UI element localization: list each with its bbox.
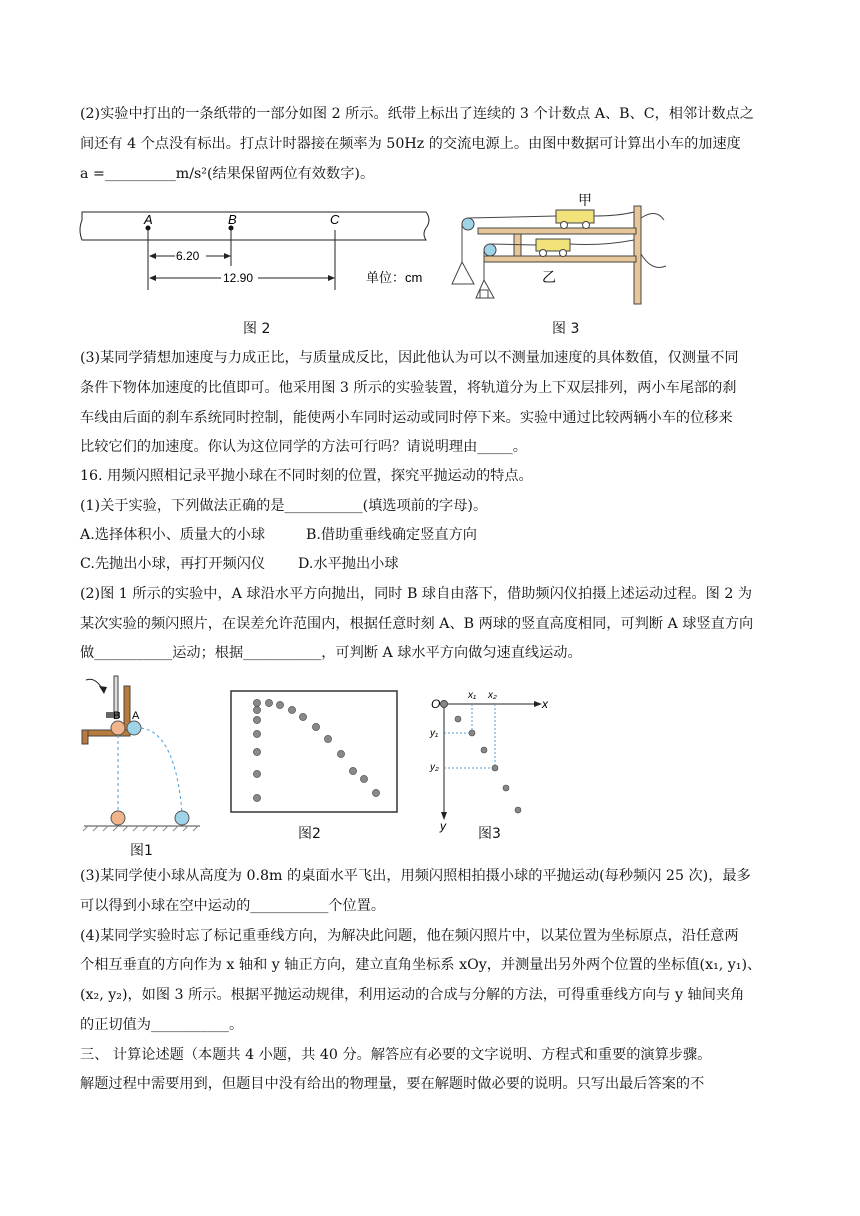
q16-part1: (1)关于实验，下列做法正确的是___________(填选项前的字母)。 — [80, 498, 488, 514]
q15-part3-line2: 条件下物体加速度的比值即可。他采用图 3 所示的实验装置，将轨道分为上下双层排列，两小车尾部的刹 — [80, 380, 737, 396]
strobe-photo-figure — [230, 690, 400, 814]
q15-part3-line4: 比较它们的加速度。你认为这位同学的方法可行吗？请说明理由_____。 — [80, 439, 527, 455]
q15-part3-line1: (3)某同学猜想加速度与力成正比，与质量成反比，因此他认为可以不测量加速度的具体数值，仅测量不同 — [80, 350, 739, 366]
y1-label: y₁ — [430, 728, 439, 739]
q16-part3-line1: (3)某同学使小球从高度为 0.8m 的桌面水平飞出，用频闪照相拍摄小球的平抛运动(每秒频闪 25 次)，最多 — [80, 868, 751, 884]
x-axis-label: x — [542, 697, 548, 711]
section3-line2: 解题过程中需要用到，但题目中没有给出的物理量，要在解题时做必要的说明。只写出最后答案的不 — [80, 1076, 705, 1092]
q15-part2-line1: (2)实验中打出的一条纸带的一部分如图 2 所示。纸带上标出了连续的 3 个计数点 A、B、C，相邻计数点之 — [80, 106, 754, 122]
tape-diagram — [78, 200, 438, 300]
y2-label: y₂ — [430, 762, 439, 773]
q16-part4-line1: (4)某同学实验时忘了标记重垂线方向，为解决此问题，他在频闪照片中，以某位置为坐标原点，沿任意两 — [80, 928, 739, 944]
dist-ac-label: 12.90 — [223, 271, 254, 285]
projectile-apparatus-figure — [80, 672, 205, 832]
x2-label: x₂ — [488, 690, 497, 701]
fig3-caption: 图3 — [478, 826, 501, 842]
section3-heading: 三、 计算论述题（本题共 4 小题，共 40 分。解答应有必要的文字说明、方程式和重要的演算步骤。 — [80, 1047, 712, 1063]
two-cart-apparatus — [448, 192, 670, 308]
fig1-caption: 图1 — [130, 843, 153, 859]
origin-label: O — [431, 697, 441, 711]
q15-part2-line3: a =__________m/s²(结果保留两位有效数字)。 — [80, 166, 375, 182]
q16-part4-line3: (x₂, y₂)，如图 3 所示。根据平抛运动规律，利用运动的合成与分解的方法，可得重垂线方向与 y 轴间夹角 — [80, 987, 745, 1003]
unit-label: 单位：cm — [366, 270, 423, 285]
q16-part4-line4: 的正切值为___________。 — [80, 1017, 244, 1033]
q16-part2-line1: (2)图 1 所示的实验中，A 球沿水平方向抛出，同时 B 球自由落下，借助频闪仪拍摄上述运动过程。图 2 为 — [80, 586, 753, 602]
q16-part2-line2: 某次实验的频闪照片，在误差允许范围内，根据任意时刻 A、B 两球的竖直高度相同，可判断 A 球竖直方向 — [80, 616, 754, 632]
ball-b-label: B — [113, 710, 121, 722]
q16-stem: 16. 用频闪照相记录平抛小球在不同时刻的位置，探究平抛运动的特点。 — [80, 468, 533, 484]
coordinate-system-figure — [428, 688, 558, 838]
q16-option-d: D.水平抛出小球 — [298, 556, 399, 572]
ball-a-label: A — [132, 710, 140, 722]
q16-option-c: C.先抛出小球，再打开频闪仪 — [80, 556, 266, 572]
q15-part2-line2: 间还有 4 个点没有标出。打点计时器接在频率为 50Hz 的交流电源上。由图中数据可计算出小车的加速度 — [80, 136, 741, 152]
q16-option-a: A.选择体积小、质量大的小球 — [80, 527, 266, 543]
tape-figure-caption: 图 2 — [243, 321, 271, 337]
tape-point-a: A — [144, 212, 153, 227]
q16-part4-line2: 个相互垂直的方向作为 x 轴和 y 轴正方向，建立直角坐标系 xOy，并测量出另外两个位置的坐标值(x₁, y₁)、 — [80, 957, 762, 973]
dist-ab-label: 6.20 — [176, 249, 200, 263]
cart-figure-caption: 图 3 — [552, 321, 580, 337]
cart-label-top: 甲 — [578, 192, 592, 208]
q16-part2-line3: 做___________运动；根据___________，可判断 A 球水平方向做匀速直线运动。 — [80, 645, 582, 661]
y-axis-label: y — [440, 819, 446, 833]
q16-option-b: B.借助重垂线确定竖直方向 — [306, 527, 477, 543]
q16-part3-line2: 可以得到小球在空中运动的___________个位置。 — [80, 898, 386, 914]
fig2-caption: 图2 — [298, 826, 321, 842]
tape-point-c: C — [330, 212, 340, 227]
x1-label: x₁ — [468, 690, 477, 701]
q15-part3-line3: 车线由后面的刹车系统同时控制，能使两小车同时运动或同时停下来。实验中通过比较两辆小车的位移来 — [80, 410, 733, 426]
tape-point-b: B — [228, 212, 237, 227]
cart-label-bottom: 乙 — [542, 269, 556, 285]
